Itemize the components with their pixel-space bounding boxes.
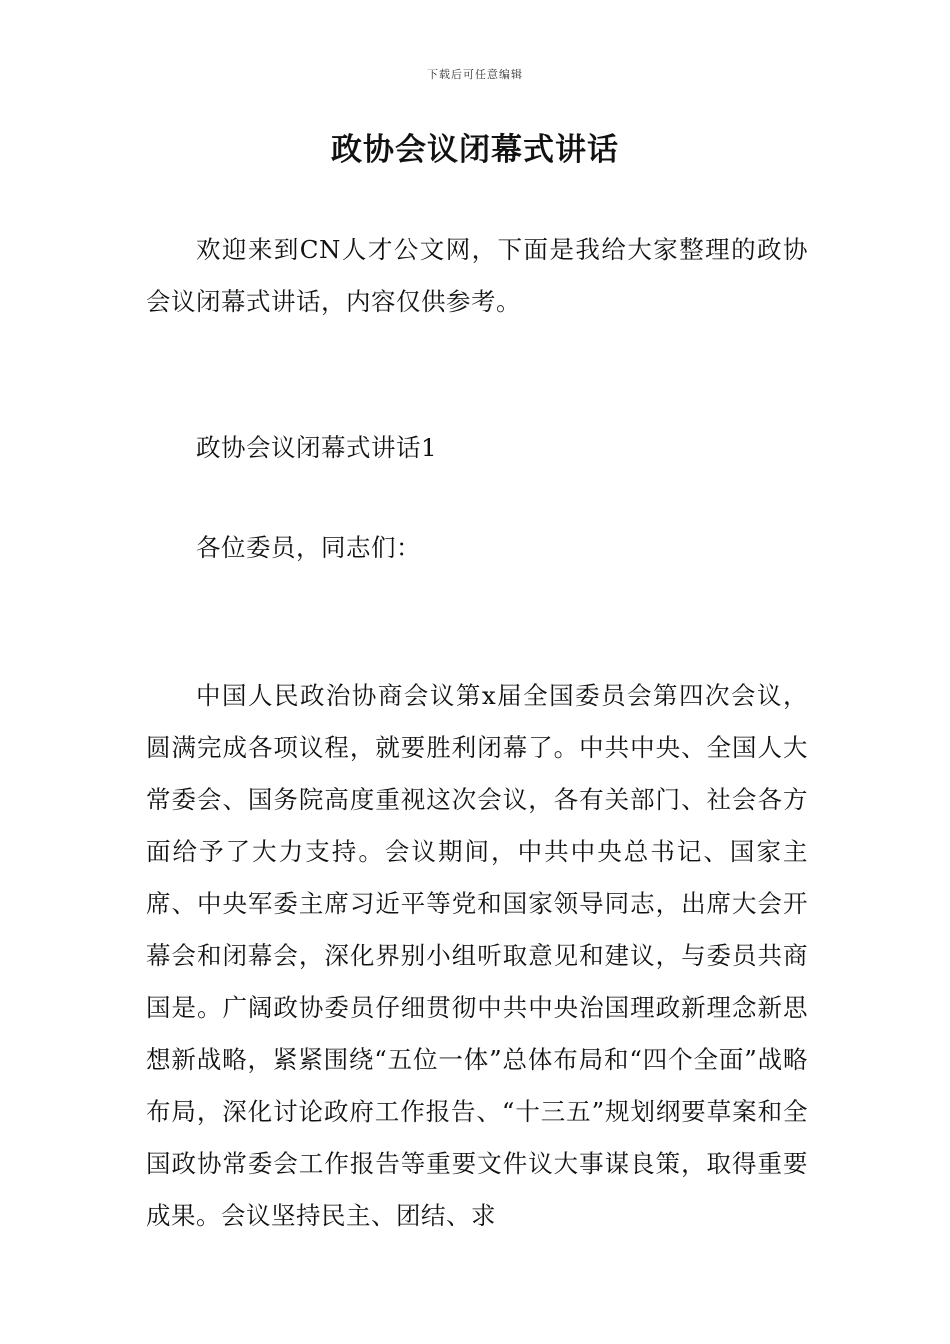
intro-paragraph: 欢迎来到CN人才公文网，下面是我给大家整理的政协会议闭幕式讲话，内容仅供参考。 bbox=[146, 235, 808, 316]
section-heading: 政协会议闭幕式讲话1 bbox=[196, 433, 438, 462]
body-paragraph: 中国人民政治协商会议第x届全国委员会第四次会议，圆满完成各项议程，就要胜利闭幕了。中共中央、全国人大常委会、国务院高度重视这次会议，各有关部门、社会各方面给予了大力支持。会议期间，中共中央总书记、国家主席、中央军委主席习近平等党和国家领导同志，出席大会开幕会和闭幕会，深化界别小组听取意见和建议，与委员共商国是。广阔政协委员仔细贯彻中共中央治国理政新理念新思想新战略，紧紧围绕“五位一体”总体布局和“四个全面”战略布局，深化讨论政府工作报告、“十三五”规划纲要草案和全国政协常委会工作报告等重要文件议大事谋良策，取得重要成果。会议坚持民主、团结、求 bbox=[146, 681, 808, 1230]
greeting-paragraph: 各位委员，同志们： bbox=[196, 533, 421, 562]
page-header-note: 下载后可任意编辑 bbox=[427, 68, 523, 81]
document-title: 政协会议闭幕式讲话 bbox=[331, 132, 619, 168]
